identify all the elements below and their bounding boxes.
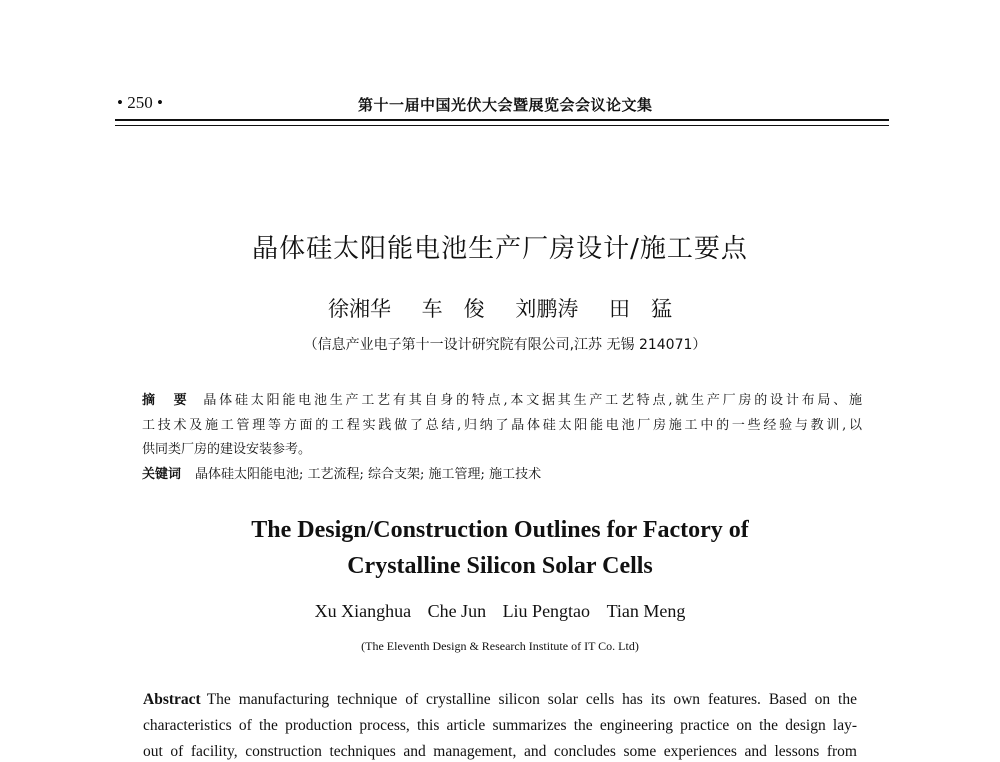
keywords-label: 关键词: [142, 467, 182, 482]
author: 徐湘华: [327, 297, 391, 321]
abstract-line: characteristics of the production process, this article summarizes the engineering practice on the design lay-: [143, 717, 857, 734]
author: 刘鹏涛: [515, 297, 579, 321]
chinese-title: 晶体硅太阳能电池生产厂房设计/施工要点: [252, 234, 748, 264]
chinese-affiliation: （信息产业电子第十一设计研究院有限公司,江苏 无锡 214071）: [303, 337, 707, 353]
author: 田 猛: [609, 297, 673, 321]
abstract-text: 晶体硅太阳能电池生产工艺有其自身的特点,本文据其生产工艺特点,就生产厂房的设计布局、施: [203, 393, 862, 408]
running-title: 第十一届中国光伏大会暨展览会会议论文集: [358, 96, 653, 114]
header-rule-bottom: [115, 125, 889, 126]
keywords-text: 晶体硅太阳能电池; 工艺流程; 综合支架; 施工管理; 施工技术: [195, 467, 542, 482]
english-title-line-2: Crystalline Silicon Solar Cells: [347, 553, 653, 579]
author: Liu Pengtao: [502, 601, 591, 621]
abstract-label: Abstract: [143, 691, 201, 708]
abstract-line: 供同类厂房的建设安装参考。: [142, 442, 312, 457]
english-affiliation: (The Eleventh Design & Research Institute of IT Co. Ltd): [361, 639, 639, 653]
author: Xu Xianghua: [314, 601, 412, 621]
abstract-line: [142, 392, 862, 410]
author: 车 俊: [421, 297, 485, 321]
abstract-text: The manufacturing technique of crystalline silicon solar cells has its own features. Based on the: [206, 691, 857, 708]
abstract-line: 工技术及施工管理等方面的工程实践做了总结,归纳了晶体硅太阳能电池厂房施工中的一些经验与教训,以: [142, 418, 862, 433]
english-title-line-1: The Design/Construction Outlines for Factory of: [251, 517, 749, 543]
keywords-line: [142, 466, 862, 484]
page-number: • 250 •: [117, 93, 163, 112]
header-rule-top: [115, 119, 889, 121]
chinese-authors: [0, 293, 1000, 323]
abstract-line: out of facility, construction techniques and management, and concludes some experiences and lessons from: [143, 743, 857, 760]
author: Tian Meng: [606, 601, 686, 621]
english-authors: [0, 601, 1000, 622]
author: Che Jun: [427, 601, 487, 621]
abstract-label: 摘 要: [142, 393, 190, 408]
abstract-line: [143, 690, 857, 710]
